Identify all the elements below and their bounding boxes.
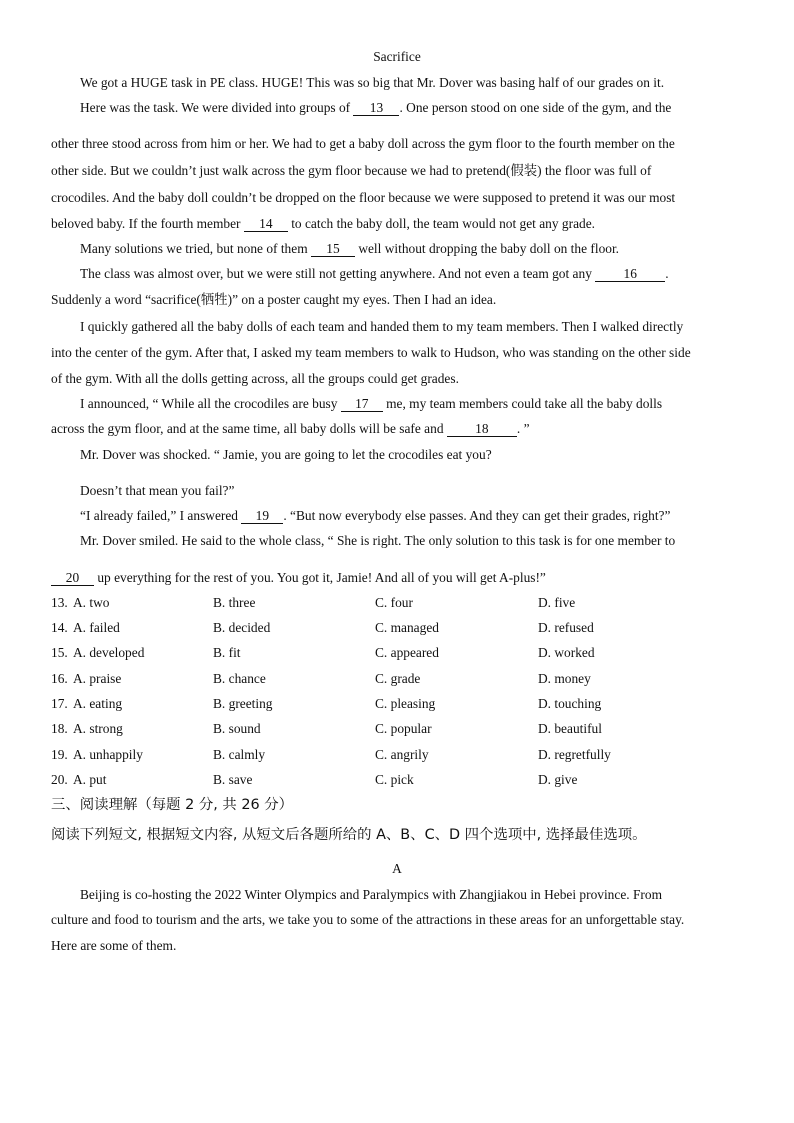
option-b[interactable]: B. fit: [213, 645, 241, 660]
option-a[interactable]: A. two: [73, 595, 110, 610]
option-d[interactable]: D. beautiful: [538, 721, 602, 736]
option-c[interactable]: C. managed: [375, 620, 439, 635]
paragraph-line: Here was the task. We were divided into groups of 13 . One person stood on one side of the gym, and the: [80, 100, 672, 115]
option-d[interactable]: D. five: [538, 595, 576, 610]
option-b[interactable]: B. greeting: [213, 696, 273, 711]
option-d[interactable]: D. give: [538, 772, 578, 787]
section-instruction: 阅读下列短文, 根据短文内容, 从短文后各题所给的 A、B、C、D 四个选项中, 选择最佳选项。: [51, 827, 647, 843]
option-a[interactable]: A. eating: [73, 696, 123, 711]
blank-13: 13: [353, 101, 399, 116]
option-c[interactable]: C. grade: [375, 671, 421, 686]
paragraph-line: of the gym. With all the dolls getting across, all the groups could get grades.: [51, 371, 459, 386]
option-a[interactable]: A. unhappily: [73, 747, 143, 762]
option-b[interactable]: B. sound: [213, 721, 261, 736]
question-number: 15.: [51, 645, 68, 660]
paragraph-line: I quickly gathered all the baby dolls of each team and handed them to my team members. Then I walked directly: [80, 319, 684, 334]
question-number: 20.: [51, 772, 68, 787]
option-a[interactable]: A. failed: [73, 620, 120, 635]
paragraph-line: other side. But we couldn’t just walk across the gym floor because we had to pretend(假装) the floor was full of: [51, 163, 652, 178]
blank-18: 18: [447, 422, 517, 437]
option-d[interactable]: D. touching: [538, 696, 602, 711]
option-b[interactable]: B. save: [213, 772, 253, 787]
option-b[interactable]: B. calmly: [213, 747, 266, 762]
option-b[interactable]: B. chance: [213, 671, 266, 686]
option-d[interactable]: D. money: [538, 671, 591, 686]
option-d[interactable]: D. refused: [538, 620, 594, 635]
paragraph-line: Mr. Dover smiled. He said to the whole class, “ She is right. The only solution to this task is for one member to: [80, 533, 676, 548]
question-number: 19.: [51, 747, 68, 762]
option-c[interactable]: C. four: [375, 595, 413, 610]
paragraph-line: 20 up everything for the rest of you. You got it, Jamie! And all of you will get A-plus!”: [51, 571, 751, 586]
paragraph-line: into the center of the gym. After that, I asked my team members to walk to Hudson, who was standing on the other side: [51, 345, 691, 360]
blank-17: 17: [341, 397, 383, 412]
blank-20: 20: [51, 571, 94, 586]
option-b[interactable]: B. three: [213, 595, 256, 610]
question-number: 13.: [51, 595, 68, 610]
paragraph-line: across the gym floor, and at the same time, all baby dolls will be safe and 18 . ”: [51, 421, 530, 436]
option-b[interactable]: B. decided: [213, 620, 271, 635]
option-c[interactable]: C. angrily: [375, 747, 429, 762]
passage-title: Sacrifice: [373, 49, 421, 64]
blank-19: 19: [241, 509, 283, 524]
blank-16: 16: [595, 267, 665, 282]
option-a[interactable]: A. strong: [73, 721, 123, 736]
question-number: 14.: [51, 620, 68, 635]
option-c[interactable]: C. pleasing: [375, 696, 436, 711]
option-a[interactable]: A. developed: [73, 645, 145, 660]
question-number: 16.: [51, 671, 68, 686]
question-number: 17.: [51, 696, 68, 711]
passage-label: A: [392, 861, 402, 876]
option-a[interactable]: A. praise: [73, 671, 122, 686]
section-heading: 三、阅读理解（每题 2 分, 共 26 分）: [51, 797, 293, 813]
question-number: 18.: [51, 721, 68, 736]
blank-14: 14: [244, 217, 288, 232]
paragraph-line: “I already failed,” I answered 19 . “But now everybody else passes. And they can get their grades, right?”: [80, 508, 671, 523]
paragraph-line: Suddenly a word “sacrifice(牺牲)” on a poster caught my eyes. Then I had an idea.: [51, 292, 497, 307]
paragraph-line: Many solutions we tried, but none of them 15 well without dropping the baby doll on the floor.: [80, 241, 620, 256]
blank-15: 15: [311, 242, 355, 257]
paragraph-line: Here are some of them.: [51, 938, 177, 953]
option-d[interactable]: D. worked: [538, 645, 595, 660]
paragraph-line: other three stood across from him or her. We had to get a baby doll across the gym floor to the fourth member on the: [51, 136, 675, 151]
option-d[interactable]: D. regretfully: [538, 747, 611, 762]
option-c[interactable]: C. pick: [375, 772, 414, 787]
paragraph-line: Doesn’t that mean you fail?”: [80, 483, 235, 498]
paragraph-line: beloved baby. If the fourth member 14 to catch the baby doll, the team would not get any grade.: [51, 216, 596, 231]
paragraph-line: Beijing is co-hosting the 2022 Winter Olympics and Paralympics with Zhangjiakou in Hebei province. From: [80, 887, 662, 902]
option-a[interactable]: A. put: [73, 772, 107, 787]
paragraph-line: Mr. Dover was shocked. “ Jamie, you are going to let the crocodiles eat you?: [80, 447, 492, 462]
paragraph-line: I announced, “ While all the crocodiles are busy 17 me, my team members could take all the baby dolls: [80, 396, 663, 411]
option-c[interactable]: C. popular: [375, 721, 432, 736]
paragraph-line: culture and food to tourism and the arts, we take you to some of the attractions in these areas for an unforgettable stay.: [51, 912, 685, 927]
paragraph-line: crocodiles. And the baby doll couldn’t be dropped on the floor because we were supposed to pretend it was our most: [51, 190, 676, 205]
paragraph-line: The class was almost over, but we were still not getting anywhere. And not even a team got any 16 .: [80, 266, 669, 281]
paragraph-line: We got a HUGE task in PE class. HUGE! This was so big that Mr. Dover was basing half of our grades on it.: [80, 75, 665, 90]
option-c[interactable]: C. appeared: [375, 645, 439, 660]
